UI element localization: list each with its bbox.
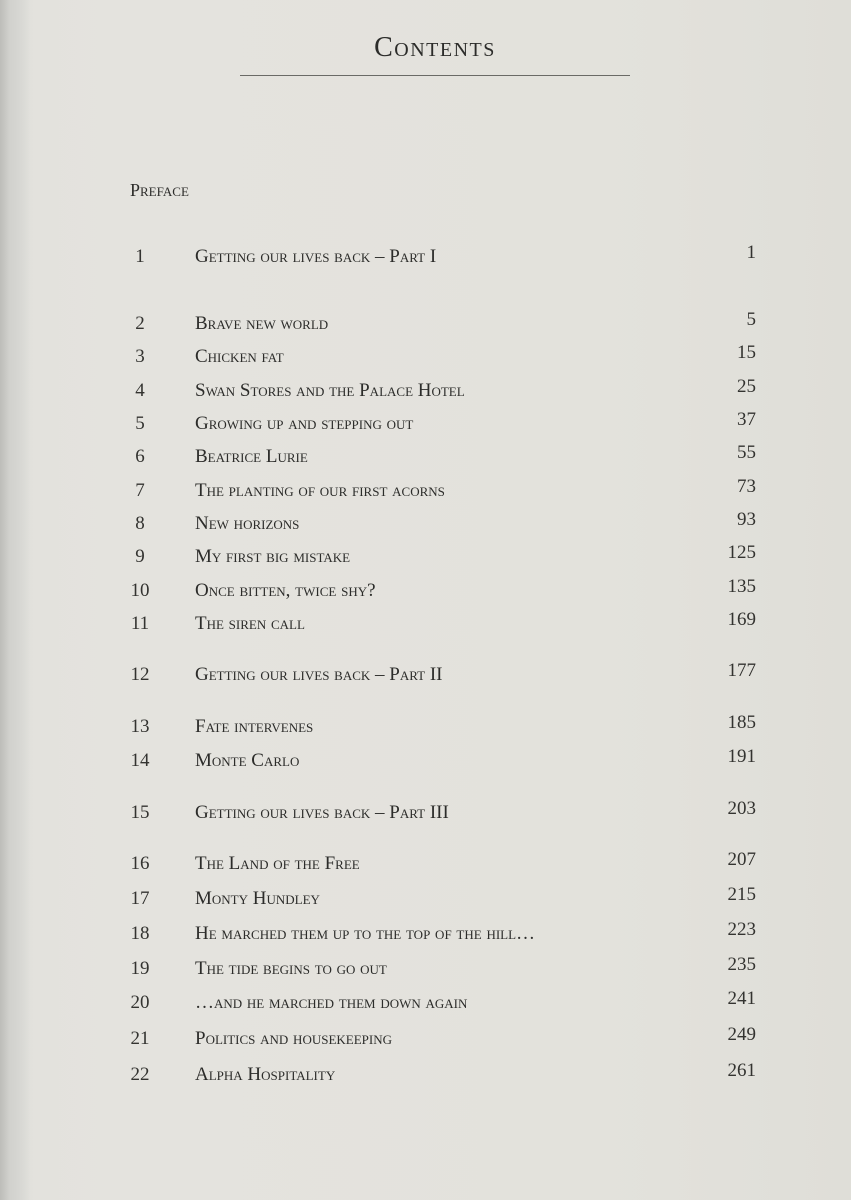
chapter-number: 1 <box>135 246 145 267</box>
chapter-page: 125 <box>727 542 756 563</box>
page-title: Contents <box>374 32 496 63</box>
chapter-title: Brave new world <box>195 313 329 334</box>
chapter-number: 6 <box>135 446 145 467</box>
chapter-page: 223 <box>727 919 756 940</box>
toc-row <box>0 884 851 918</box>
toc-row <box>0 342 851 376</box>
chapter-title: Getting our lives back – Part III <box>195 802 449 823</box>
toc-row <box>0 242 851 276</box>
chapter-title: Growing up and stepping out <box>195 413 414 434</box>
preface-entry: Preface <box>130 180 189 200</box>
chapter-number: 15 <box>130 802 150 823</box>
chapter-page: 135 <box>727 576 756 597</box>
toc-row <box>0 309 851 343</box>
chapter-title: The planting of our first acorns <box>195 480 445 501</box>
chapter-page: 73 <box>737 476 756 497</box>
chapter-number: 22 <box>130 1064 150 1085</box>
chapter-number: 17 <box>130 888 150 909</box>
chapter-page: 203 <box>727 798 756 819</box>
toc-row <box>0 1060 851 1094</box>
chapter-title: My first big mistake <box>195 546 351 567</box>
toc-row <box>0 442 851 476</box>
chapter-number: 8 <box>135 513 145 534</box>
chapter-page: 5 <box>746 309 756 330</box>
chapter-title: He marched them up to the top of the hill… <box>195 923 536 944</box>
chapter-title: Beatrice Lurie <box>195 446 308 467</box>
chapter-title: Alpha Hospitality <box>195 1064 336 1085</box>
toc-row <box>0 476 851 510</box>
chapter-number: 11 <box>130 613 150 634</box>
chapter-title: Getting our lives back – Part II <box>195 664 443 685</box>
chapter-number: 10 <box>130 580 150 601</box>
chapter-number: 4 <box>135 380 145 401</box>
toc-row <box>0 712 851 746</box>
chapter-page: 25 <box>737 376 756 397</box>
chapter-page: 207 <box>727 849 756 870</box>
chapter-number: 2 <box>135 313 145 334</box>
chapter-page: 93 <box>737 509 756 530</box>
chapter-page: 241 <box>727 988 756 1009</box>
toc-row <box>0 609 851 643</box>
chapter-page: 185 <box>727 712 756 733</box>
chapter-number: 21 <box>130 1028 150 1049</box>
chapter-page: 191 <box>727 746 756 767</box>
chapter-number: 14 <box>130 750 150 771</box>
chapter-page: 169 <box>727 609 756 630</box>
chapter-title: …and he marched them down again <box>195 992 468 1013</box>
chapter-page: 37 <box>737 409 756 430</box>
toc-row <box>0 509 851 543</box>
chapter-number: 18 <box>130 923 150 944</box>
toc-row <box>0 576 851 610</box>
chapter-title: Once bitten, twice shy? <box>195 580 376 601</box>
chapter-page: 261 <box>727 1060 756 1081</box>
toc-row <box>0 954 851 988</box>
toc-row <box>0 988 851 1022</box>
chapter-page: 249 <box>727 1024 756 1045</box>
chapter-number: 9 <box>135 546 145 567</box>
toc-row <box>0 849 851 883</box>
toc-row <box>0 919 851 953</box>
chapter-number: 16 <box>130 853 150 874</box>
chapter-number: 7 <box>135 480 145 501</box>
chapter-number: 12 <box>130 664 150 685</box>
chapter-page: 177 <box>727 660 756 681</box>
chapter-number: 20 <box>130 992 150 1013</box>
title-rule <box>240 75 630 76</box>
chapter-page: 1 <box>746 242 756 263</box>
chapter-page: 55 <box>737 442 756 463</box>
chapter-title: Politics and housekeeping <box>195 1028 393 1049</box>
toc-row <box>0 660 851 694</box>
chapter-title: New horizons <box>195 513 300 534</box>
chapter-number: 13 <box>130 716 150 737</box>
chapter-title: Monte Carlo <box>195 750 300 771</box>
toc-row <box>0 409 851 443</box>
chapter-page: 215 <box>727 884 756 905</box>
chapter-number: 5 <box>135 413 145 434</box>
chapter-title: The Land of the Free <box>195 853 360 874</box>
toc-row <box>0 798 851 832</box>
chapter-title: Swan Stores and the Palace Hotel <box>195 380 465 401</box>
chapter-page: 235 <box>727 954 756 975</box>
chapter-title: The tide begins to go out <box>195 958 387 979</box>
chapter-title: The siren call <box>195 613 305 634</box>
chapter-title: Chicken fat <box>195 346 284 367</box>
chapter-title: Fate intervenes <box>195 716 314 737</box>
toc-row <box>0 376 851 410</box>
toc-row <box>0 746 851 780</box>
toc-row <box>0 1024 851 1058</box>
chapter-title: Monty Hundley <box>195 888 320 909</box>
chapter-title: Getting our lives back – Part I <box>195 246 437 267</box>
toc-row <box>0 542 851 576</box>
chapter-number: 19 <box>130 958 150 979</box>
chapter-number: 3 <box>135 346 145 367</box>
chapter-page: 15 <box>737 342 756 363</box>
